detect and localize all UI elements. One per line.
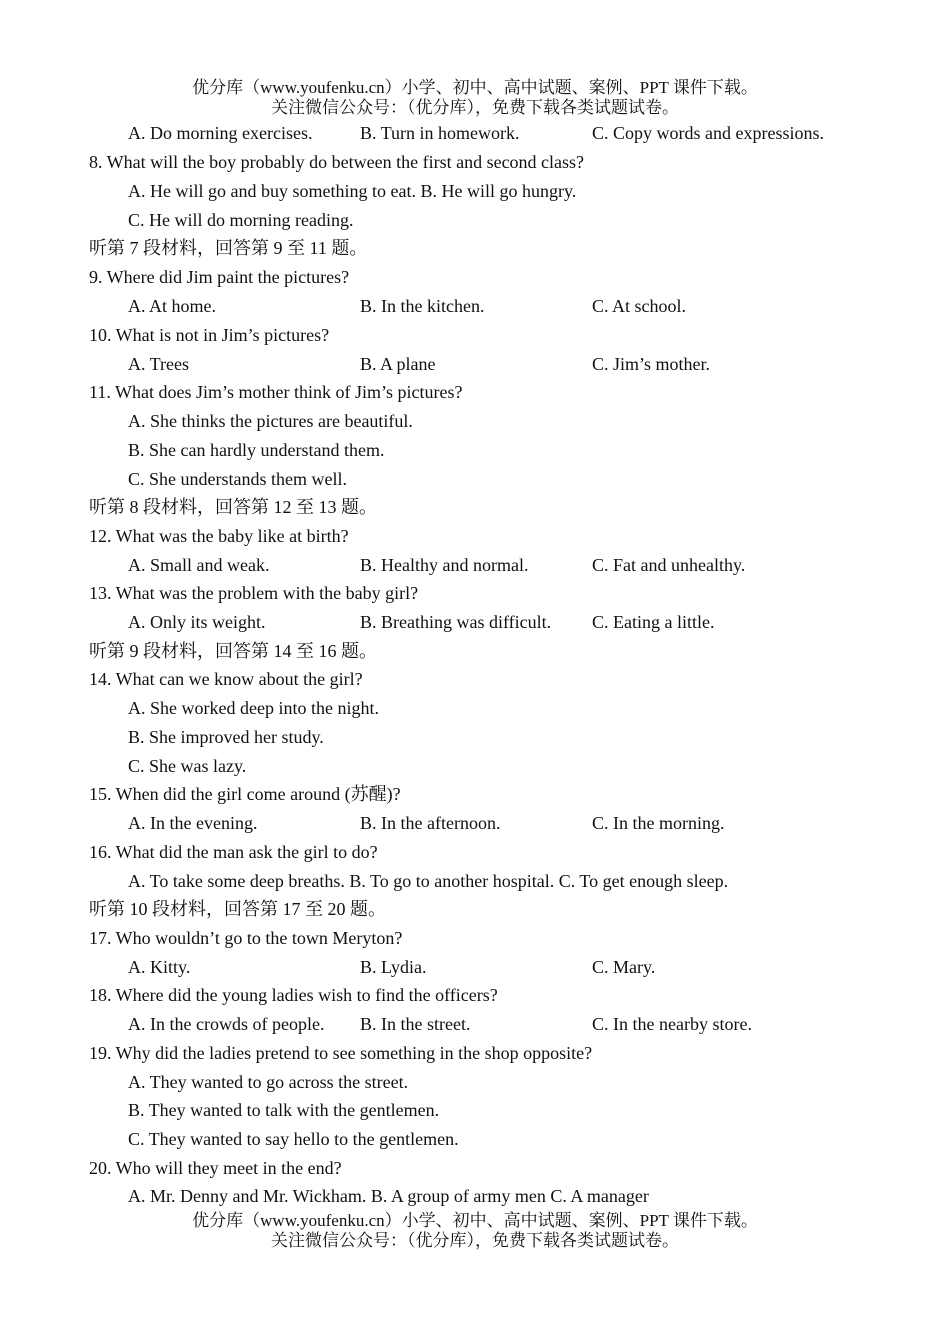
q14-option-b: B. She improved her study. (128, 727, 324, 747)
q19-option-b: B. They wanted to talk with the gentlemen. (128, 1100, 440, 1120)
q17-option-c: C. Mary. (592, 957, 656, 977)
q9-question: 9. Where did Jim paint the pictures? (89, 267, 350, 287)
q13-option-c: C. Eating a little. (592, 612, 715, 632)
q17-option-a: A. Kitty. (128, 957, 191, 977)
q18-option-b: B. In the street. (360, 1014, 471, 1034)
q19-question: 19. Why did the ladies pretend to see something in the shop opposite? (89, 1043, 593, 1063)
q15-question: 15. When did the girl come around (苏醒)? (89, 784, 401, 804)
q17-option-b: B. Lydia. (360, 957, 427, 977)
q7-option-b: B. Turn in homework. (360, 123, 520, 143)
q11-question: 11. What does Jim’s mother think of Jim’s pictures? (89, 382, 463, 402)
q16-options: A. To take some deep breaths. B. To go to another hospital. C. To get enough sleep. (128, 871, 729, 891)
q8-option-c: C. He will do morning reading. (128, 210, 354, 230)
q12-option-b: B. Healthy and normal. (360, 555, 529, 575)
q19-option-c: C. They wanted to say hello to the gentlemen. (128, 1129, 459, 1149)
q7-option-c: C. Copy words and expressions. (592, 123, 824, 143)
q15-option-b: B. In the afternoon. (360, 813, 501, 833)
q14-option-c: C. She was lazy. (128, 756, 247, 776)
q18-option-a: A. In the crowds of people. (128, 1014, 325, 1034)
section-10-instruction: 听第 10 段材料，回答第 17 至 20 题。 (89, 899, 386, 919)
q12-option-a: A. Small and weak. (128, 555, 270, 575)
q13-option-a: A. Only its weight. (128, 612, 266, 632)
q16-question: 16. What did the man ask the girl to do? (89, 842, 378, 862)
q10-question: 10. What is not in Jim’s pictures? (89, 325, 330, 345)
q10-option-c: C. Jim’s mother. (592, 354, 711, 374)
q11-option-b: B. She can hardly understand them. (128, 440, 385, 460)
q18-option-c: C. In the nearby store. (592, 1014, 752, 1034)
q11-option-c: C. She understands them well. (128, 469, 347, 489)
q7-option-a: A. Do morning exercises. (128, 123, 313, 143)
q19-option-a: A. They wanted to go across the street. (128, 1072, 409, 1092)
q13-option-b: B. Breathing was difficult. (360, 612, 552, 632)
q20-options: A. Mr. Denny and Mr. Wickham. B. A group of army men C. A manager (128, 1186, 649, 1206)
page-header-line-2: 关注微信公众号：（优分库），免费下载各类试题试卷。 (271, 98, 679, 117)
q12-option-c: C. Fat and unhealthy. (592, 555, 746, 575)
q11-option-a: A. She thinks the pictures are beautiful. (128, 411, 413, 431)
q10-option-b: B. A plane (360, 354, 436, 374)
q15-option-a: A. In the evening. (128, 813, 258, 833)
q8-question: 8. What will the boy probably do between the first and second class? (89, 152, 585, 172)
q18-question: 18. Where did the young ladies wish to find the officers? (89, 985, 498, 1005)
q8-options-ab: A. He will go and buy something to eat. B. He will go hungry. (128, 181, 577, 201)
q9-option-b: B. In the kitchen. (360, 296, 485, 316)
q10-option-a: A. Trees (128, 354, 190, 374)
q12-question: 12. What was the baby like at birth? (89, 526, 349, 546)
q14-option-a: A. She worked deep into the night. (128, 698, 379, 718)
q9-option-a: A. At home. (128, 296, 216, 316)
section-7-instruction: 听第 7 段材料，回答第 9 至 11 题。 (89, 238, 368, 258)
page-header-line-1: 优分库（www.youfenku.cn）小学、初中、高中试题、案例、PPT 课件下载。 (192, 78, 758, 97)
q15-option-c: C. In the morning. (592, 813, 725, 833)
q17-question: 17. Who wouldn’t go to the town Meryton? (89, 928, 403, 948)
page-footer-line-2: 关注微信公众号：（优分库），免费下载各类试题试卷。 (271, 1231, 679, 1250)
q14-question: 14. What can we know about the girl? (89, 669, 363, 689)
section-9-instruction: 听第 9 段材料，回答第 14 至 16 题。 (89, 641, 377, 661)
q13-question: 13. What was the problem with the baby girl? (89, 583, 419, 603)
q20-question: 20. Who will they meet in the end? (89, 1158, 342, 1178)
page-footer-line-1: 优分库（www.youfenku.cn）小学、初中、高中试题、案例、PPT 课件下载。 (192, 1211, 758, 1230)
section-8-instruction: 听第 8 段材料，回答第 12 至 13 题。 (89, 497, 377, 517)
q9-option-c: C. At school. (592, 296, 687, 316)
